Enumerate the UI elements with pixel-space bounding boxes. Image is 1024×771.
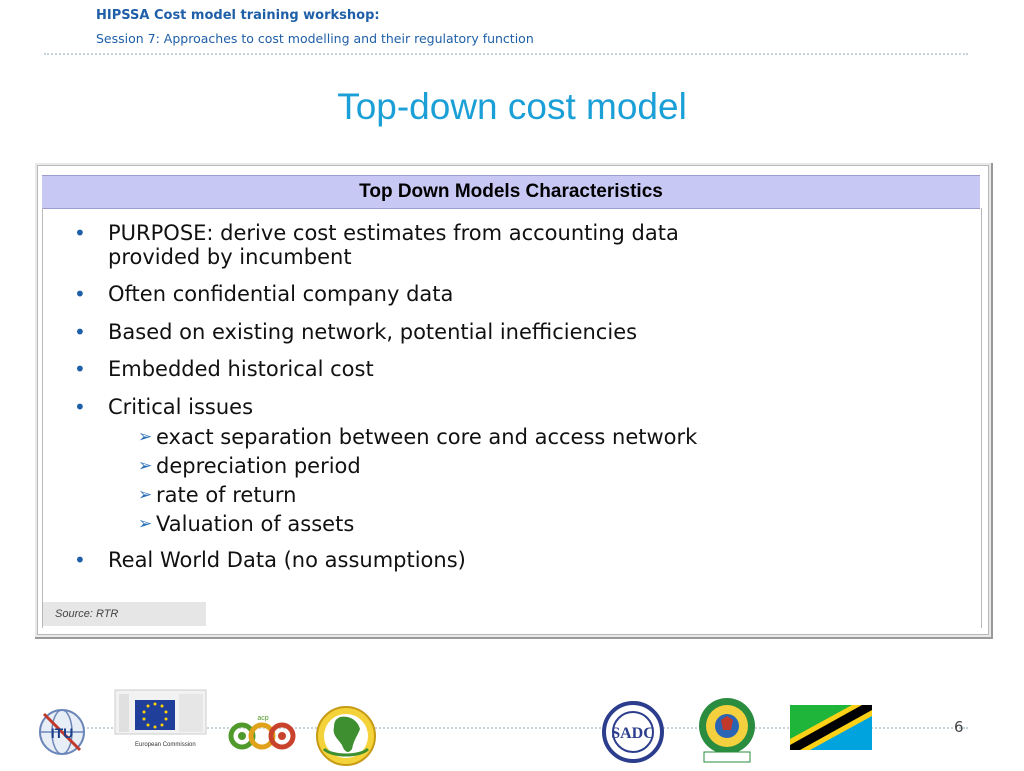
african-union-logo [310, 705, 382, 767]
arrow-bullet-icon: ➢ [138, 514, 153, 534]
sub-item-text: rate of return [156, 483, 297, 507]
sadc-logo [602, 701, 664, 763]
sub-item-text: depreciation period [156, 454, 361, 478]
sub-list [108, 423, 697, 539]
slide-title: Top-down cost model [337, 86, 687, 127]
bullet-icon: • [74, 548, 86, 572]
bullet-text: Real World Data (no assumptions) [108, 548, 466, 572]
bullet-text: Based on existing network, potential inefficiencies [108, 319, 638, 344]
bullet-icon: • [74, 282, 86, 306]
arrow-bullet-icon: ➢ [138, 427, 153, 447]
header-line-1: HIPSSA Cost model training workshop: [96, 8, 380, 23]
page-number: 6 [954, 718, 964, 736]
list-item [70, 321, 697, 345]
tanzania-flag [790, 705, 872, 750]
eac-logo [694, 694, 760, 766]
sub-list-item [108, 452, 697, 481]
sub-list-item [108, 481, 697, 510]
european-commission-logo [113, 688, 208, 764]
bullet-icon: • [74, 221, 86, 245]
acp-logo-text: acp [257, 715, 269, 722]
characteristics-panel [37, 165, 989, 635]
itu-logo-text: ITU [50, 725, 74, 741]
sub-item-text: exact separation between core and access network [156, 425, 698, 449]
acp-logo [228, 712, 298, 754]
sub-list-item [108, 423, 697, 452]
list-item [70, 222, 697, 269]
bullet-icon: • [74, 319, 86, 344]
bullet-text-line2: provided by incumbent [108, 244, 352, 269]
ec-logo-text: European Commission [135, 742, 196, 748]
bullet-text-line1: PURPOSE: derive cost estimates from accounting data [108, 221, 679, 245]
sadc-logo-text: SADC [611, 725, 655, 742]
header-line-2: Session 7: Approaches to cost modelling and their regulatory function [96, 31, 534, 46]
bullet-text: Often confidential company data [108, 282, 454, 306]
arrow-bullet-icon: ➢ [138, 456, 153, 476]
bullet-text: Critical issues [108, 394, 254, 419]
list-item [70, 358, 697, 382]
header-divider [44, 53, 968, 55]
arrow-bullet-icon: ➢ [138, 485, 153, 505]
bullet-icon: • [74, 394, 86, 419]
bullet-icon: • [74, 357, 86, 381]
list-item [70, 396, 697, 540]
bullet-list [70, 222, 697, 583]
list-item [70, 283, 697, 307]
sub-item-text: Valuation of assets [156, 512, 355, 536]
itu-logo [36, 706, 88, 758]
source-note: Source: RTR [43, 602, 206, 626]
list-item [70, 549, 697, 573]
sub-list-item [108, 510, 697, 539]
panel-header: Top Down Models Characteristics [42, 175, 980, 209]
bullet-text: Embedded historical cost [108, 357, 374, 381]
